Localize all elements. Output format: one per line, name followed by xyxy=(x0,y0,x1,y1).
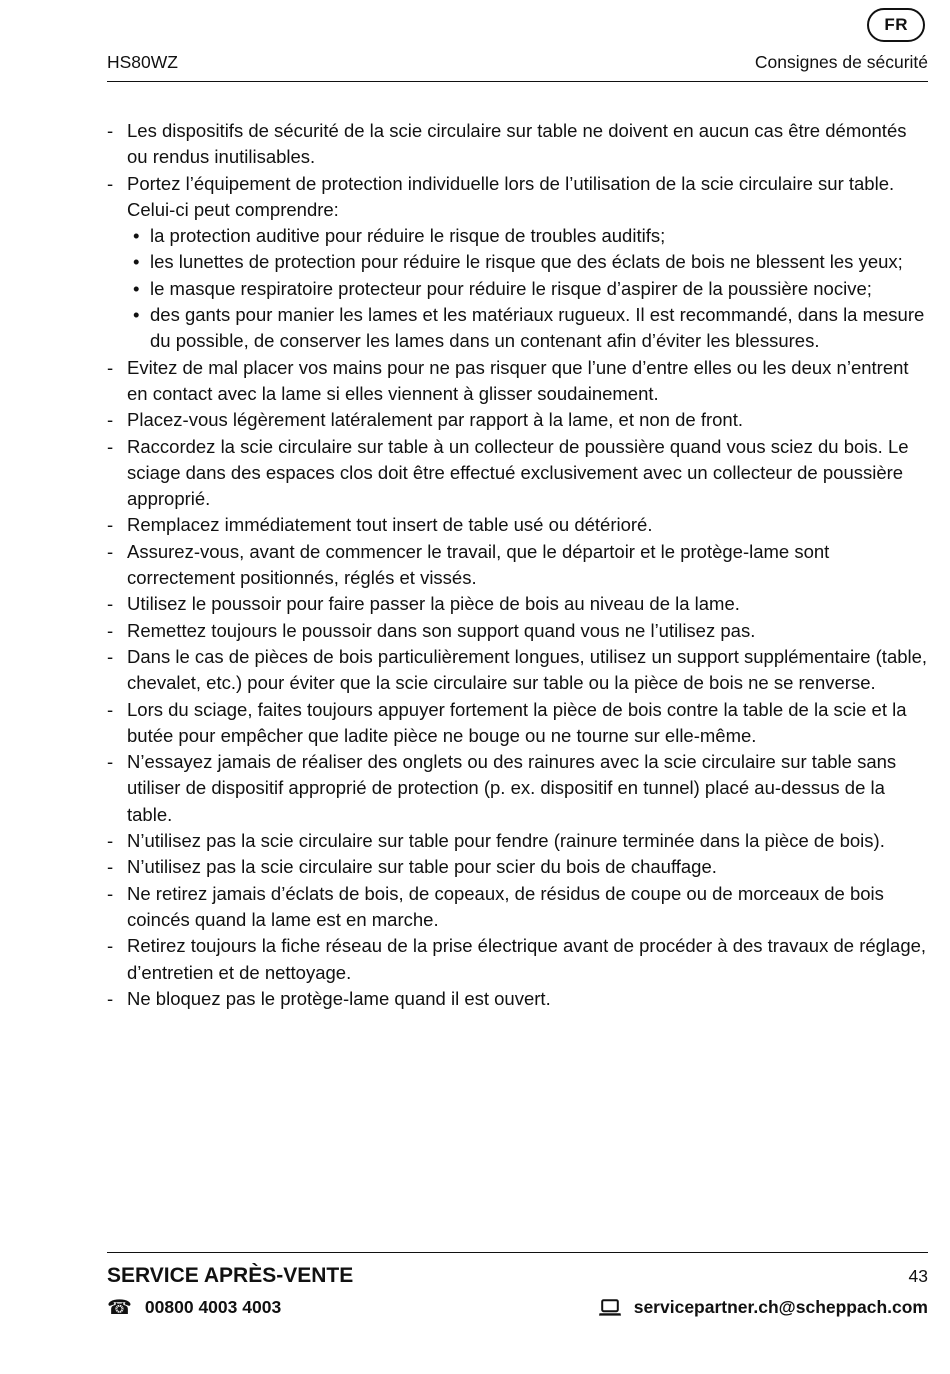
list-item-marker: - xyxy=(107,935,114,957)
list-item-text: Remettez toujours le poussoir dans son support quand vous ne l’utilisez pas. xyxy=(127,619,756,641)
list-item xyxy=(107,986,928,1012)
page-number: 43 xyxy=(908,1266,928,1286)
email-contact xyxy=(599,1297,928,1318)
list-item-text: Utilisez le poussoir pour faire passer la pièce de bois au niveau de la lame. xyxy=(127,593,740,615)
list-item-marker: - xyxy=(107,593,114,615)
list-item-marker: - xyxy=(107,830,114,852)
list-item-marker: - xyxy=(107,120,114,141)
list-item-marker: • xyxy=(133,225,140,247)
list-item-marker: - xyxy=(107,409,114,431)
list-item-marker: - xyxy=(107,645,114,667)
list-item-marker xyxy=(107,197,127,223)
list-item-text: N’utilisez pas la scie circulaire sur table pour fendre (rainure terminée dans la pièce de bois). xyxy=(127,830,885,852)
list-item xyxy=(107,276,928,302)
list-item-text: Evitez de mal placer vos mains pour ne pas risquer que l’une d’entre elles ou les deux n’entrent en contact avec la lame si elles viennent à glisser soudainement. xyxy=(127,356,909,404)
list-item-marker: - xyxy=(107,987,114,1009)
list-item-marker: • xyxy=(133,304,140,326)
phone-number: 00800 4003 4003 xyxy=(144,1297,282,1317)
email-address: servicepartner.ch@scheppach.com xyxy=(633,1297,928,1317)
list-item-text: Ne bloquez pas le protège-lame quand il est ouvert. xyxy=(127,987,551,1009)
list-item xyxy=(107,249,928,275)
phone-icon: ☎ xyxy=(107,1296,132,1319)
list-item-marker: - xyxy=(107,356,114,378)
list-item-marker: • xyxy=(133,251,140,273)
list-item-marker: - xyxy=(107,435,114,457)
list-item-text: Assurez-vous, avant de commencer le travail, que le départoir et le protège-lame sont correctement positionnés, réglés et vissés. xyxy=(127,540,830,589)
list-item xyxy=(107,118,928,171)
list-item-marker: - xyxy=(107,698,114,720)
contact-row xyxy=(107,1297,928,1318)
list-item-text: la protection auditive pour réduire le risque de troubles auditifs; xyxy=(150,225,666,247)
service-row xyxy=(107,1264,928,1288)
list-item-text: Raccordez la scie circulaire sur table à un collecteur de poussière quand vous sciez du bois. Le sciage dans des espaces clos doit être effectué exclusivement avec un collecteur de poussière approprié. xyxy=(127,435,909,510)
list-item-text: Celui-ci peut comprendre: xyxy=(127,198,339,220)
list-item-text: Lors du sciage, faites toujours appuyer fortement la pièce de bois contre la table de la scie et la butée pour empêcher que ladite pièce ne bouge ou ne tourne sur elle-même. xyxy=(127,698,907,746)
section-title: Consignes de sécurité xyxy=(754,52,928,72)
list-item-text: les lunettes de protection pour réduire le risque que des éclats de bois ne blessent les yeux; xyxy=(150,251,903,273)
list-item xyxy=(107,591,928,617)
list-item xyxy=(107,644,928,697)
list-item-marker: - xyxy=(107,172,114,194)
list-item-marker: - xyxy=(107,751,114,773)
page-header xyxy=(107,0,928,73)
list-item-marker: - xyxy=(107,540,114,562)
list-item xyxy=(107,197,928,223)
header-rule xyxy=(107,81,928,82)
list-item-text: Portez l’équipement de protection individuelle lors de l’utilisation de la scie circulaire sur table. xyxy=(127,172,895,194)
list-item-text: N’utilisez pas la scie circulaire sur table pour scier du bois de chauffage. xyxy=(127,856,717,878)
service-title: SERVICE APRÈS-VENTE xyxy=(107,1264,354,1287)
list-item xyxy=(107,881,928,934)
list-item xyxy=(107,828,928,854)
safety-list xyxy=(107,118,928,1012)
list-item xyxy=(107,434,928,513)
list-item xyxy=(107,407,928,433)
list-item-text: Les dispositifs de sécurité de la scie circulaire sur table ne doivent en aucun cas être démontés ou rendus inutilisables. xyxy=(127,120,907,168)
list-item-marker: - xyxy=(107,882,114,904)
list-item-marker: - xyxy=(107,514,114,536)
list-item-text: N’essayez jamais de réaliser des onglets ou des rainures avec la scie circulaire sur table sans utiliser de dispositif approprié de protection (p. ex. dispositif en tunnel) placé au-dessus de la table. xyxy=(127,751,897,825)
list-item-text: Retirez toujours la fiche réseau de la prise électrique avant de procéder à des travaux de réglage, d’entretien et de nettoyage. xyxy=(127,935,927,983)
list-item-text: Ne retirez jamais d’éclats de bois, de copeaux, de résidus de coupe ou de morceaux de bois coincés quand la lame est en marche. xyxy=(127,882,884,930)
list-item xyxy=(107,854,928,880)
list-item-text: Placez-vous légèrement latéralement par rapport à la lame, et non de front. xyxy=(127,409,743,431)
footer-rule xyxy=(107,1252,928,1253)
list-item-text: des gants pour manier les lames et les matériaux rugueux. Il est recommandé, dans la mesure du possible, de conserver les lames dans un contenant afin d’éviter les blessures. xyxy=(150,304,925,352)
language-badge: FR xyxy=(867,8,925,42)
list-item-text: le masque respiratoire protecteur pour réduire le risque d’aspirer de la poussière nocive; xyxy=(150,277,872,299)
list-item xyxy=(107,355,928,408)
list-item xyxy=(107,302,928,355)
list-item-marker: • xyxy=(133,277,140,299)
list-item xyxy=(107,618,928,644)
list-item xyxy=(107,223,928,249)
list-item-text: Remplacez immédiatement tout insert de table usé ou détérioré. xyxy=(127,514,653,536)
page-footer xyxy=(107,1252,928,1318)
list-item-marker: - xyxy=(107,856,114,878)
list-item xyxy=(107,171,928,197)
model-label: HS80WZ xyxy=(107,52,178,72)
list-item xyxy=(107,749,928,828)
list-item xyxy=(107,697,928,750)
laptop-icon xyxy=(599,1299,621,1317)
list-item-text: Dans le cas de pièces de bois particulièrement longues, utilisez un support supplémentaire (table, chevalet, etc.) pour éviter que la scie circulaire sur table ou la pièce de bois ne se renverse. xyxy=(127,645,928,694)
phone-contact xyxy=(107,1297,281,1318)
list-item xyxy=(107,512,928,538)
list-item xyxy=(107,933,928,986)
list-item-marker: - xyxy=(107,619,114,641)
list-item xyxy=(107,539,928,592)
